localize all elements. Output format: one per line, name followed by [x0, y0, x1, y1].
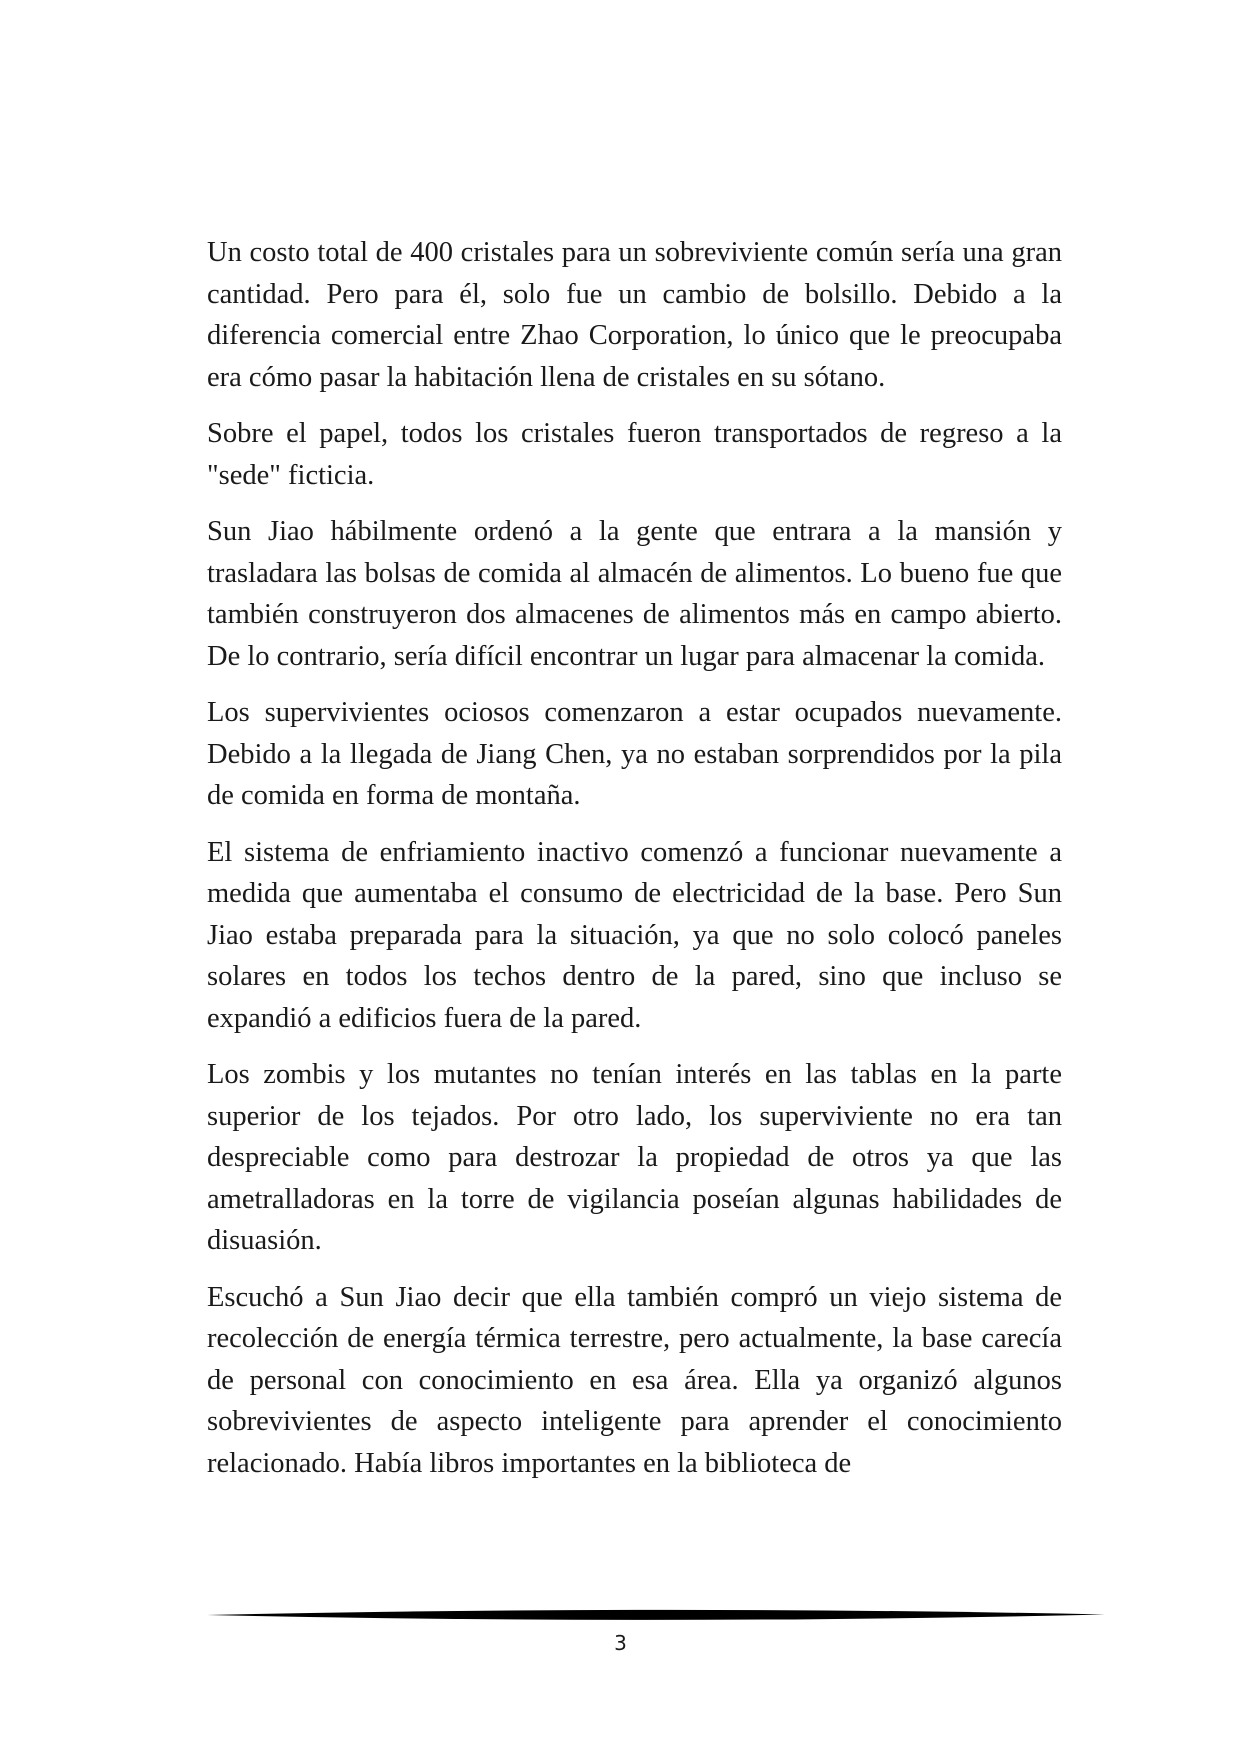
paragraph-7: Escuchó a Sun Jiao decir que ella también compró un viejo sistema de recolección de energía térmica terrestre, pero actualmente, la base carecía de personal con conocimiento en esa área. Ella ya organizó algunos sobrevivientes de aspecto inteligente para aprender el conocimiento relacionado. Había libros importantes en la biblioteca de — [207, 1281, 1062, 1479]
paragraph-3: Sun Jiao hábilmente ordenó a la gente que entrara a la mansión y trasladara las bolsas de comida al almacén de alimentos. Lo bueno fue que también construyeron dos almacenes de alimentos más en campo abierto. De lo contrario, sería difícil encontrar un lugar para almacenar la comida. — [207, 516, 1062, 672]
paragraph-1: Un costo total de 400 cristales para un sobreviviente común sería una gran cantidad. Pero para él, solo fue un cambio de bolsillo. Debido a la diferencia comercial entre Zhao Corporation, lo único que le preocupaba era cómo pasar la habitación llena de cristales en su sótano. — [207, 237, 1062, 393]
paragraph-2: Sobre el papel, todos los cristales fueron transportados de regreso a la "sede" ficticia. — [207, 418, 1062, 491]
page-number: 3 — [614, 1631, 627, 1655]
paragraph-6: Los zombis y los mutantes no tenían interés en las tablas en la parte superior de los tejados. Por otro lado, los superviviente no era tan despreciable como para destrozar la propiedad de otros ya que las ametralladoras en la torre de vigilancia poseían algunas habilidades de disuasión. — [207, 1059, 1062, 1256]
body-text — [207, 232, 1062, 1499]
paragraph-4: Los supervivientes ociosos comenzaron a estar ocupados nuevamente. Debido a la llegada de Jiang Chen, ya no estaban sorprendidos por la pila de comida en forma de montaña. — [207, 697, 1062, 811]
paragraph-5: El sistema de enfriamiento inactivo comenzó a funcionar nuevamente a medida que aumentaba el consumo de electricidad de la base. Pero Sun Jiao estaba preparada para la situación, ya que no solo colocó paneles solares en todos los techos dentro de la pared, sino que incluso se expandió a edificios fuera de la pared. — [207, 836, 1062, 1034]
footer-rule — [207, 1608, 1105, 1622]
